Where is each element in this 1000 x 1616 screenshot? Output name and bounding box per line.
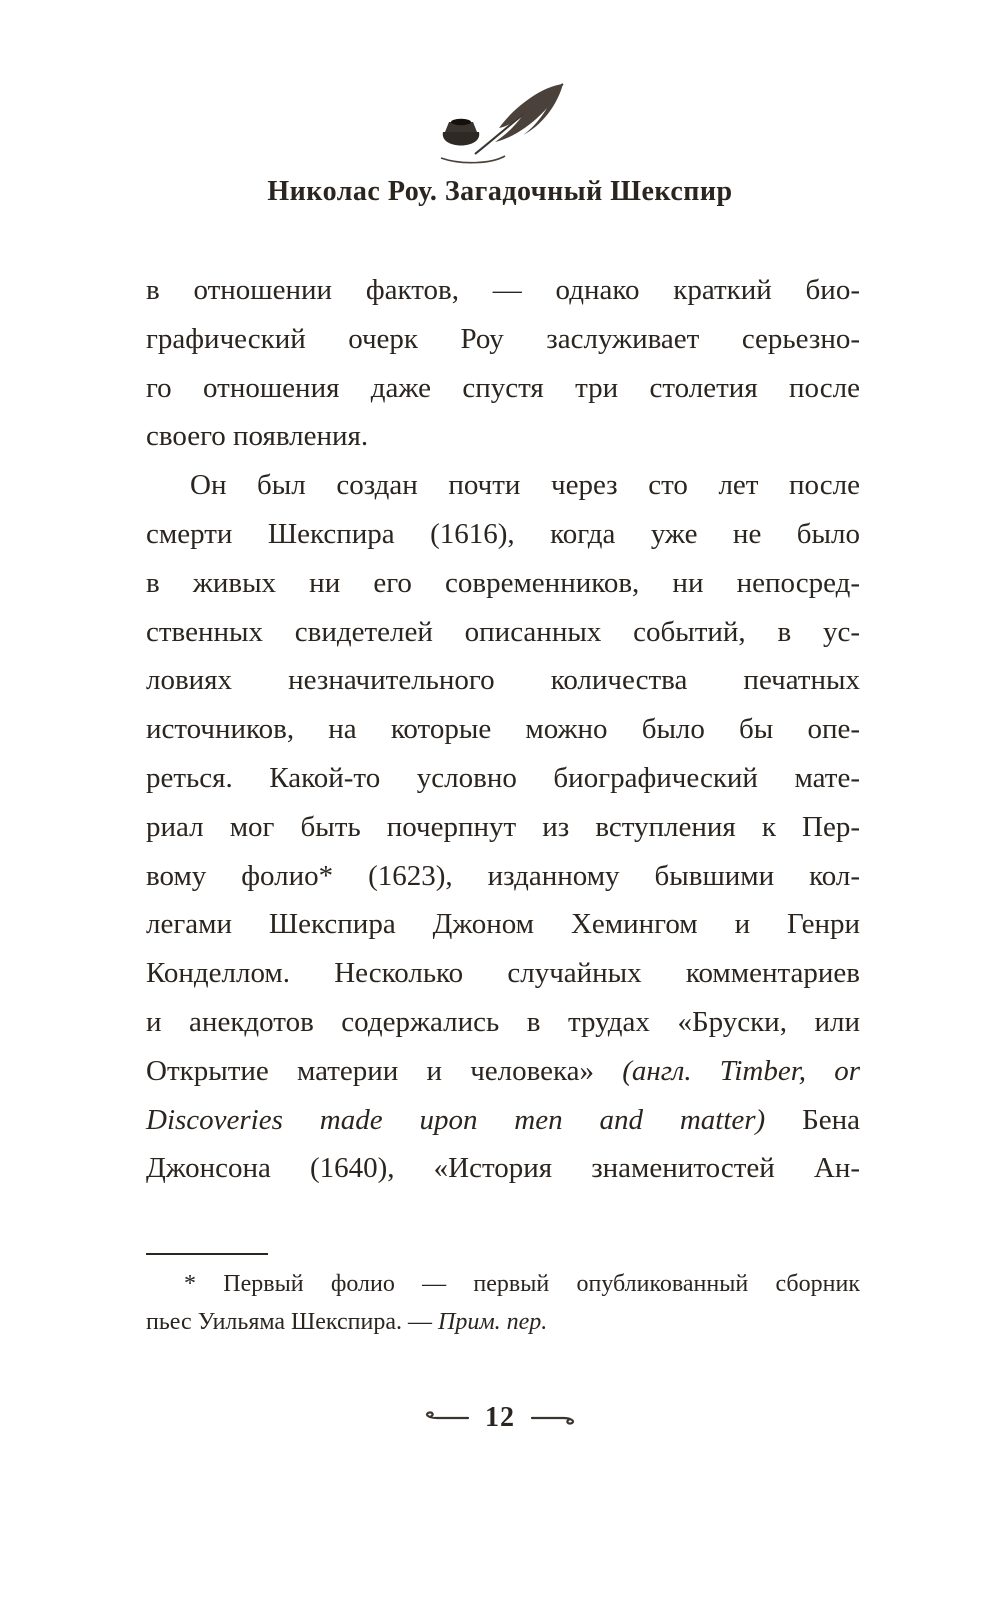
italic-segment: Прим. пер. (437, 1308, 548, 1335)
text-line (146, 315, 860, 364)
text-segment: го отношения даже спустя три столетия после (146, 371, 860, 404)
footnote-separator (146, 1253, 268, 1255)
text-line (146, 949, 860, 998)
text-line (146, 1144, 860, 1193)
text-segment: легами Шекспира Джоном Хемингом и Генри (146, 908, 860, 941)
page-number: 12 (485, 1402, 515, 1433)
text-line (146, 608, 860, 657)
text-segment: пьес Уильяма Шекспира. — (146, 1308, 438, 1335)
text-line (146, 656, 860, 705)
text-line (146, 559, 860, 608)
text-segment: Бена (765, 1103, 860, 1136)
text-line (146, 1266, 860, 1304)
body-text (146, 266, 860, 1193)
text-line (146, 266, 860, 315)
text-segment: вому фолио* (1623), изданному бывшими кол- (146, 859, 860, 892)
text-segment: Открытие материи и человека» (146, 1054, 623, 1087)
text-segment: и анекдотов содержались в трудах «Бруски, или (146, 1005, 860, 1038)
text-segment: ственных свидетелей описанных событий, в ус- (146, 615, 860, 648)
text-line (146, 1096, 860, 1145)
text-segment: в отношении фактов, — однако краткий био- (146, 274, 860, 306)
text-segment: своего появления. (146, 420, 369, 453)
text-line (146, 852, 860, 901)
text-line (146, 510, 860, 559)
text-segment: в живых ни его современников, ни непосред- (146, 566, 860, 599)
text-line (146, 754, 860, 803)
text-segment: источников, на которые можно было бы опе- (146, 713, 860, 746)
text-line (146, 1304, 860, 1342)
text-line (146, 998, 860, 1047)
text-line (146, 705, 860, 754)
flourish-right-icon (531, 1410, 579, 1426)
running-head: Николас Роу. Загадочный Шекспир (267, 176, 733, 207)
footnote-text (146, 1266, 860, 1341)
text-segment: риал мог быть почерпнут из вступления к Пер- (146, 810, 860, 843)
text-segment: графический очерк Роу заслуживает серьезно- (146, 322, 860, 355)
text-line (146, 900, 860, 949)
flourish-left-icon (421, 1410, 469, 1426)
text-segment: * Первый фолио — первый опубликованный сборник (184, 1271, 860, 1297)
text-line (146, 364, 860, 413)
text-segment: ловиях незначительного количества печатных (146, 664, 860, 697)
text-segment: Джонсона (1640), «История знаменитостей Ан- (146, 1152, 860, 1185)
text-segment: Конделлом. Несколько случайных комментариев (146, 957, 860, 990)
header-ornament (0, 72, 1000, 167)
text-line (146, 461, 860, 510)
text-line (146, 803, 860, 852)
italic-segment: (англ. Timber, or (622, 1054, 860, 1087)
text-segment: Он был создан почти через сто лет после (190, 469, 860, 502)
text-segment: смерти Шекспира (1616), когда уже не было (146, 517, 860, 550)
text-segment: реться. Какой-то условно биографический мате- (146, 761, 860, 794)
italic-segment: Discoveries made upon men and matter) (146, 1103, 766, 1136)
text-line (146, 1047, 860, 1096)
text-line (146, 412, 860, 461)
page-footer (0, 1402, 1000, 1434)
inkwell-quill-icon (415, 72, 585, 167)
